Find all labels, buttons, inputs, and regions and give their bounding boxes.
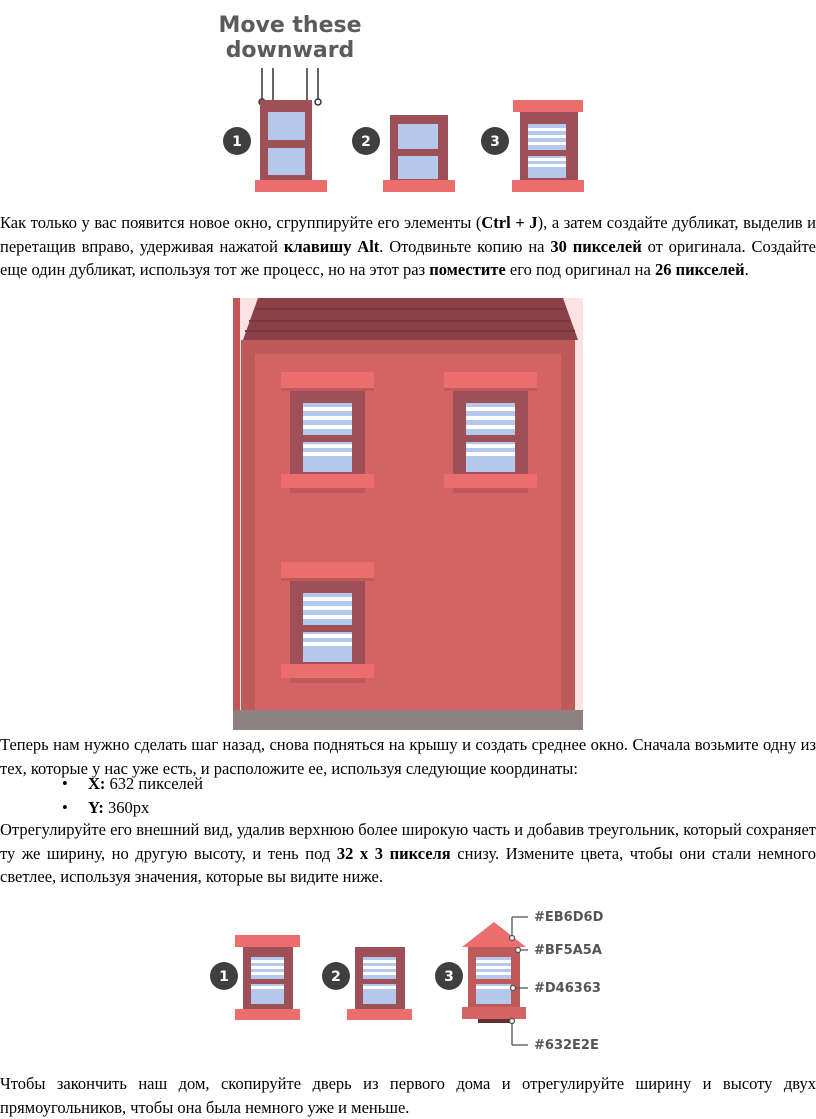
fig3-step-2-number: 2	[331, 969, 341, 985]
coord-y	[0, 796, 203, 820]
p1-text-3: . Отодвиньте копию на	[379, 236, 551, 256]
fig3-window-2	[347, 947, 412, 1020]
window-bottom-left	[281, 562, 374, 683]
hex-label-1: #EB6D6D	[534, 910, 604, 925]
coordinates-list	[0, 772, 203, 819]
paragraph-3	[0, 818, 816, 889]
coord-x	[0, 772, 203, 796]
window-step-2	[383, 115, 455, 192]
window-steps-figure	[200, 0, 600, 200]
step-3-number: 3	[490, 134, 500, 150]
window-step-3	[512, 100, 584, 192]
p1-bold-place: поместите	[429, 260, 506, 279]
p1-text-2: ), а затем создайте дубликат, выделив и перетащив вправо, удерживая нажатой	[0, 213, 816, 256]
p3-bold-size: 32 x 3 пикселя	[336, 843, 451, 863]
hex-label-4: #632E2E	[534, 1038, 599, 1053]
p1-bold-alt: клавишу Alt	[283, 236, 380, 256]
window-step-1	[255, 100, 327, 192]
p1-text-6: .	[744, 260, 749, 279]
p3-text-1: Отрегулируйте его внешний вид, удалив верхнюю более широкую часть и добавив треугольник, который сохраняет ту же ширину, но другую высоту, и тень под	[0, 820, 816, 863]
p1-bold-ctrl-j: Ctrl + J	[481, 213, 538, 232]
p1-text-5: его под оригинал на	[505, 260, 655, 279]
paragraph-4: Чтобы закончить наш дом, скопируйте дверь из первого дома и отрегулируйте ширину и высоту двух прямоугольников, чтобы она была немного уже и меньше.	[0, 1074, 816, 1117]
coord-y-key: Y:	[88, 797, 104, 817]
p1-text-1: Как только у вас появится новое окно, сгруппируйте его элементы (	[0, 213, 482, 232]
figure-label-line1: Move these	[218, 13, 362, 38]
coord-x-key: X:	[88, 774, 106, 793]
fig3-window-3	[462, 922, 526, 1023]
middle-window-steps-figure	[200, 900, 620, 1060]
p3-text-2: снизу. Измените цвета, чтобы они стали немного светлее, используя значения, которые вы видите ниже.	[0, 843, 816, 886]
p1-bold-26px: 26 пикселей	[654, 260, 745, 279]
paragraph-1	[0, 211, 816, 282]
hex-label-2: #BF5A5A	[534, 943, 602, 958]
step-2-number: 2	[361, 134, 371, 150]
fig3-step-1-number: 1	[219, 969, 229, 985]
window-top-right	[444, 372, 537, 493]
coord-x-value: 632 пикселей	[105, 774, 203, 793]
p1-text-4: от оригинала. Создайте еще один дубликат, используя тот же процесс, но на этот раз	[0, 236, 816, 279]
figure-label-line2: downward	[225, 38, 355, 63]
paragraph-2: Теперь нам нужно сделать шаг назад, снова подняться на крышу и создать среднее окно. Сначала возьмите одну из тех, которые у нас уже есть, и расположите ее, используя следующие координаты:	[0, 735, 816, 778]
p1-bold-30px: 30 пикселей	[550, 236, 642, 256]
roof	[243, 298, 578, 340]
coord-y-value: 360px	[103, 797, 150, 817]
window-top-left	[281, 372, 374, 493]
ground	[233, 710, 583, 730]
fig3-step-3-number: 3	[444, 969, 454, 985]
house-illustration	[233, 298, 583, 730]
step-1-number: 1	[232, 134, 242, 150]
fig3-window-1	[235, 935, 300, 1020]
hex-label-3: #D46363	[534, 981, 601, 996]
